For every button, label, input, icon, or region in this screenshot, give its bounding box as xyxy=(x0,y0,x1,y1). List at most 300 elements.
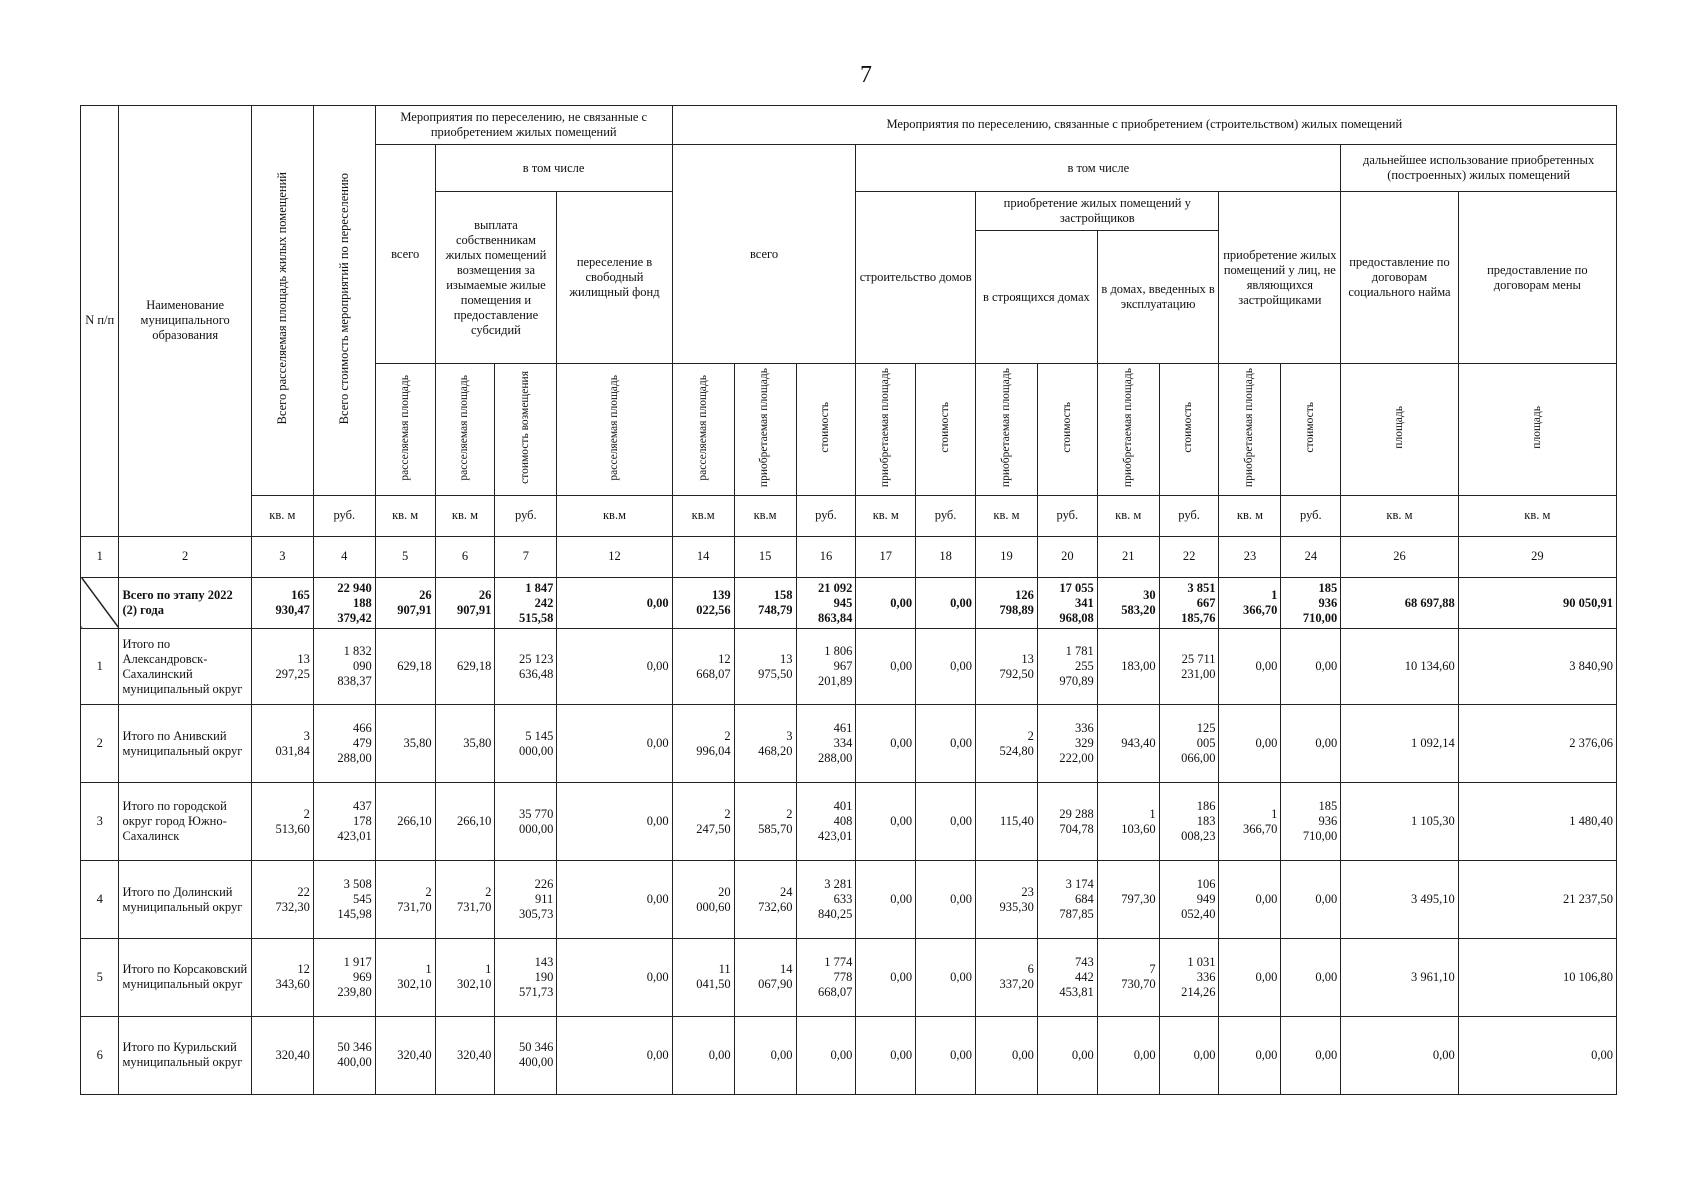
row-number: 3 xyxy=(81,783,119,861)
value-text: 185 936 710,00 xyxy=(1302,799,1338,844)
value-text: 0,00 xyxy=(646,1047,669,1062)
value-text: 3 468,20 xyxy=(758,728,793,758)
value-text: 139 022,56 xyxy=(696,588,731,618)
column-number-cell: 26 xyxy=(1341,536,1458,577)
value-cell xyxy=(313,1016,375,1094)
value-text: 2 513,60 xyxy=(275,806,310,836)
value-text: 3 281 633 840,25 xyxy=(817,877,853,922)
value-text: 1 366,70 xyxy=(1243,806,1278,836)
unit-cell: руб. xyxy=(916,495,976,536)
value-text: 0,00 xyxy=(646,659,669,674)
value-text: 0,00 xyxy=(1255,892,1278,907)
value-text: 3 495,10 xyxy=(1410,892,1455,907)
value-cell xyxy=(796,1016,856,1094)
sub-c15: приобретаемая площадь xyxy=(734,364,796,495)
unit-cell: руб. xyxy=(1037,495,1097,536)
value-cell xyxy=(1159,939,1219,1017)
value-text: 0,00 xyxy=(1315,969,1338,984)
column-number-cell: 7 xyxy=(495,536,557,577)
value-text: 0,00 xyxy=(890,814,913,829)
column-number-cell: 2 xyxy=(119,536,251,577)
header-group-related: Мероприятия по переселению, связанные с приобретением (строительством) жилых помещений xyxy=(672,106,1616,145)
value-cell xyxy=(1159,705,1219,783)
value-cell xyxy=(313,939,375,1017)
value-cell xyxy=(251,577,313,628)
value-cell xyxy=(1159,783,1219,861)
value-text: 336 329 222,00 xyxy=(1059,721,1094,766)
value-text: 2 585,70 xyxy=(758,806,793,836)
value-cell xyxy=(557,1016,672,1094)
value-cell xyxy=(1097,1016,1159,1094)
value-text: 13 792,50 xyxy=(999,651,1034,681)
value-text: 29 288 704,78 xyxy=(1059,806,1094,836)
value-text: 0,00 xyxy=(1315,736,1338,751)
value-cell xyxy=(916,939,976,1017)
page-number: 7 xyxy=(860,62,872,88)
value-cell xyxy=(435,861,495,939)
value-cell xyxy=(734,1016,796,1094)
value-text: 35 770 000,00 xyxy=(518,806,554,836)
value-cell xyxy=(672,939,734,1017)
value-text: 943,40 xyxy=(1121,736,1156,751)
header-total-cost: Всего стоимость мероприятий по переселению xyxy=(313,106,375,496)
column-number-cell: 12 xyxy=(557,536,672,577)
value-text: 3 031,84 xyxy=(275,728,310,758)
value-cell xyxy=(251,705,313,783)
sub-c21: приобретаемая площадь xyxy=(1097,364,1159,495)
value-cell xyxy=(1159,861,1219,939)
column-number-cell: 15 xyxy=(734,536,796,577)
value-cell xyxy=(1281,705,1341,783)
column-number-cell: 1 xyxy=(81,536,119,577)
value-cell xyxy=(796,861,856,939)
column-number-cell: 16 xyxy=(796,536,856,577)
value-text: 1 832 090 838,37 xyxy=(337,644,372,689)
value-cell xyxy=(1219,629,1281,705)
value-cell xyxy=(557,861,672,939)
value-cell xyxy=(435,1016,495,1094)
table-row xyxy=(81,861,1617,939)
row-number: 4 xyxy=(81,861,119,939)
value-text: 11 041,50 xyxy=(696,962,731,992)
header-total-area: Всего расселяемая площадь жилых помещений xyxy=(251,106,313,496)
header-name: Наименование муниципального образования xyxy=(119,106,251,537)
value-text: 3 174 684 787,85 xyxy=(1059,877,1094,922)
sub-c16: стоимость xyxy=(796,364,856,495)
value-cell xyxy=(1097,577,1159,628)
value-text: 35,80 xyxy=(403,736,432,751)
unit-cell: кв. м xyxy=(435,495,495,536)
sub-c23: приобретаемая площадь xyxy=(1219,364,1281,495)
header-v-tom-chisle-1: в том числе xyxy=(435,144,672,191)
header-from-nondevelopers: приобретение жилых помещений у лиц, не являющихся застройщиками xyxy=(1219,192,1341,364)
value-cell xyxy=(975,577,1037,628)
value-cell xyxy=(1037,705,1097,783)
value-text: 0,00 xyxy=(1255,969,1278,984)
value-text: 26 907,91 xyxy=(397,588,432,618)
value-text: 1 781 255 970,89 xyxy=(1059,644,1094,689)
value-cell xyxy=(1281,861,1341,939)
value-cell xyxy=(1341,939,1458,1017)
value-cell xyxy=(1037,1016,1097,1094)
value-text: 461 334 288,00 xyxy=(817,721,853,766)
value-cell xyxy=(313,861,375,939)
value-text: 0,00 xyxy=(1315,659,1338,674)
value-text: 143 190 571,73 xyxy=(518,954,554,999)
municipality-name: Итого по Долинский муниципальный округ xyxy=(119,861,251,939)
value-text: 106 949 052,40 xyxy=(1181,877,1216,922)
sub-c7: стоимость возмещения xyxy=(495,364,557,495)
value-cell xyxy=(916,705,976,783)
unit-cell: руб. xyxy=(1159,495,1219,536)
value-text: 0,00 xyxy=(890,659,913,674)
value-cell xyxy=(1219,705,1281,783)
value-cell xyxy=(856,705,916,783)
value-cell xyxy=(557,783,672,861)
value-text: 0,00 xyxy=(950,892,972,907)
row-number: 5 xyxy=(81,939,119,1017)
header-n: N п/п xyxy=(81,106,119,537)
unit-cell: кв. м xyxy=(1219,495,1281,536)
table-row xyxy=(81,1016,1617,1094)
value-text: 2 996,04 xyxy=(696,728,731,758)
value-text: 1 302,10 xyxy=(397,962,432,992)
value-cell xyxy=(557,629,672,705)
sub-c6: расселяемая площадь xyxy=(435,364,495,495)
value-text: 1 103,60 xyxy=(1121,806,1156,836)
unit-cell: руб. xyxy=(313,495,375,536)
value-text: 320,40 xyxy=(275,1047,310,1062)
sub-c24: стоимость xyxy=(1281,364,1341,495)
unit-cell: кв. м xyxy=(251,495,313,536)
value-text: 12 343,60 xyxy=(275,962,310,992)
value-cell xyxy=(796,629,856,705)
header-further-use: дальнейшее использование приобретенных (построенных) жилых помещений xyxy=(1341,144,1617,191)
value-text: 2 376,06 xyxy=(1569,736,1613,751)
table-row xyxy=(81,705,1617,783)
value-text: 2 247,50 xyxy=(696,806,731,836)
value-text: 22 940 188 379,42 xyxy=(337,580,372,625)
value-cell xyxy=(1458,1016,1616,1094)
value-cell xyxy=(856,577,916,628)
value-text: 25 711 231,00 xyxy=(1181,651,1216,681)
header-from-developers xyxy=(975,192,1219,364)
value-text: 629,18 xyxy=(397,659,432,674)
value-cell xyxy=(796,705,856,783)
municipality-name: Итого по Александровск-Сахалинский муниципальный округ xyxy=(119,629,251,705)
column-number-cell: 29 xyxy=(1458,536,1616,577)
value-cell xyxy=(495,1016,557,1094)
value-cell xyxy=(975,1016,1037,1094)
value-text: 1 917 969 239,80 xyxy=(337,954,372,999)
table-row xyxy=(81,939,1617,1017)
value-cell xyxy=(856,783,916,861)
municipality-name: Итого по Анивский муниципальный округ xyxy=(119,705,251,783)
value-cell xyxy=(557,577,672,628)
value-text: 0,00 xyxy=(1255,659,1278,674)
value-text: 22 732,30 xyxy=(275,884,310,914)
value-cell xyxy=(734,939,796,1017)
value-cell xyxy=(495,629,557,705)
header-vsego-2: всего xyxy=(672,144,856,364)
value-cell xyxy=(796,577,856,628)
value-cell xyxy=(916,1016,976,1094)
table-row xyxy=(81,629,1617,705)
value-text: 165 930,47 xyxy=(275,588,310,618)
value-cell xyxy=(1097,705,1159,783)
sub-c26: площадь xyxy=(1341,364,1458,495)
value-cell xyxy=(916,629,976,705)
unit-cell: руб. xyxy=(1281,495,1341,536)
value-text: 126 798,89 xyxy=(999,588,1034,618)
value-cell xyxy=(672,629,734,705)
value-text: 35,80 xyxy=(463,736,492,751)
value-cell xyxy=(1341,861,1458,939)
header-v-tom-chisle-2: в том числе xyxy=(856,144,1341,191)
value-cell xyxy=(796,783,856,861)
unit-cell: руб. xyxy=(495,495,557,536)
sub-c18: стоимость xyxy=(916,364,976,495)
row-number: 2 xyxy=(81,705,119,783)
header-social-rent: предоставление по договорам социального найма xyxy=(1341,192,1458,364)
value-text: 0,00 xyxy=(950,736,972,751)
value-cell xyxy=(375,577,435,628)
column-numbers-row xyxy=(81,536,1617,577)
value-cell xyxy=(313,629,375,705)
value-text: 3 508 545 145,98 xyxy=(337,877,372,922)
unit-cell: кв.м xyxy=(672,495,734,536)
value-cell xyxy=(1458,705,1616,783)
value-text: 0,00 xyxy=(890,892,913,907)
value-cell xyxy=(435,705,495,783)
value-text: 23 935,30 xyxy=(999,884,1034,914)
table-body xyxy=(81,577,1617,1094)
value-cell xyxy=(1159,577,1219,628)
value-cell xyxy=(672,783,734,861)
table-row xyxy=(81,783,1617,861)
value-cell xyxy=(1281,939,1341,1017)
value-text: 0,00 xyxy=(950,1047,972,1062)
value-cell xyxy=(1281,783,1341,861)
value-cell xyxy=(435,939,495,1017)
value-text: 0,00 xyxy=(1255,1047,1278,1062)
value-cell xyxy=(435,629,495,705)
value-cell xyxy=(251,939,313,1017)
value-text: 30 583,20 xyxy=(1121,588,1156,618)
value-cell xyxy=(975,861,1037,939)
value-text: 0,00 xyxy=(646,814,669,829)
value-cell xyxy=(1341,1016,1458,1094)
value-text: 0,00 xyxy=(950,659,972,674)
value-cell xyxy=(734,783,796,861)
value-text: 21 092 945 863,84 xyxy=(817,580,853,625)
value-cell xyxy=(1097,629,1159,705)
value-text: 14 067,90 xyxy=(758,962,793,992)
value-text: 0,00 xyxy=(950,814,972,829)
value-cell xyxy=(375,629,435,705)
value-text: 12 668,07 xyxy=(696,651,731,681)
value-cell xyxy=(1037,577,1097,628)
value-text: 2 731,70 xyxy=(397,884,432,914)
header-under-construction: в строящихся домах xyxy=(976,230,1097,363)
value-cell xyxy=(251,629,313,705)
value-cell xyxy=(375,1016,435,1094)
sub-c20: стоимость xyxy=(1037,364,1097,495)
value-text: 20 000,60 xyxy=(696,884,731,914)
value-text: 266,10 xyxy=(457,814,492,829)
value-text: 629,18 xyxy=(457,659,492,674)
column-number-cell: 20 xyxy=(1037,536,1097,577)
value-text: 90 050,91 xyxy=(1563,595,1613,610)
value-text: 743 442 453,81 xyxy=(1059,954,1094,999)
unit-cell: кв.м xyxy=(734,495,796,536)
value-text: 2 731,70 xyxy=(457,884,492,914)
header-free-fund: переселение в свободный жилищный фонд xyxy=(557,192,672,364)
value-text: 2 524,80 xyxy=(999,728,1034,758)
value-text: 50 346 400,00 xyxy=(337,1040,372,1070)
value-cell xyxy=(916,577,976,628)
value-text: 158 748,79 xyxy=(758,588,793,618)
value-text: 1 774 778 668,07 xyxy=(817,954,853,999)
column-number-cell: 4 xyxy=(313,536,375,577)
value-cell xyxy=(672,1016,734,1094)
value-cell xyxy=(975,939,1037,1017)
value-cell xyxy=(734,629,796,705)
value-text: 13 297,25 xyxy=(275,651,310,681)
column-number-cell: 17 xyxy=(856,536,916,577)
sub-c19: приобретаемая площадь xyxy=(975,364,1037,495)
value-cell xyxy=(251,783,313,861)
value-cell xyxy=(1341,629,1458,705)
value-cell xyxy=(916,783,976,861)
value-text: 0,00 xyxy=(1133,1047,1156,1062)
value-text: 13 975,50 xyxy=(758,651,793,681)
row-number xyxy=(81,577,119,628)
sub-c17: приобретаемая площадь xyxy=(856,364,916,495)
value-text: 5 145 000,00 xyxy=(518,728,554,758)
value-cell xyxy=(1281,1016,1341,1094)
value-text: 320,40 xyxy=(397,1047,432,1062)
value-text: 1 366,70 xyxy=(1243,588,1278,618)
value-text: 185 936 710,00 xyxy=(1302,580,1338,625)
value-text: 0,00 xyxy=(890,595,913,610)
value-text: 0,00 xyxy=(1193,1047,1216,1062)
value-cell xyxy=(1458,577,1616,628)
unit-cell: кв. м xyxy=(975,495,1037,536)
header-exchange: предоставление по договорам мены xyxy=(1458,192,1616,364)
value-cell xyxy=(557,939,672,1017)
value-cell xyxy=(672,705,734,783)
column-number-cell: 5 xyxy=(375,536,435,577)
value-cell xyxy=(1097,939,1159,1017)
value-cell xyxy=(672,577,734,628)
value-text: 0,00 xyxy=(770,1047,793,1062)
value-text: 26 907,91 xyxy=(457,588,492,618)
value-cell xyxy=(796,939,856,1017)
sub-c12: расселяемая площадь xyxy=(557,364,672,495)
table-row xyxy=(81,577,1617,628)
column-number-cell: 14 xyxy=(672,536,734,577)
unit-cell: кв. м xyxy=(1097,495,1159,536)
value-text: 1 105,30 xyxy=(1410,814,1455,829)
value-cell xyxy=(375,939,435,1017)
column-number-cell: 19 xyxy=(975,536,1037,577)
value-text: 0,00 xyxy=(646,892,669,907)
value-cell xyxy=(1458,629,1616,705)
column-number-cell: 6 xyxy=(435,536,495,577)
value-text: 226 911 305,73 xyxy=(518,877,554,922)
value-cell xyxy=(1159,1016,1219,1094)
value-cell xyxy=(672,861,734,939)
value-cell xyxy=(1219,577,1281,628)
municipality-name: Итого по Курильский муниципальный округ xyxy=(119,1016,251,1094)
value-text: 0,00 xyxy=(1315,1047,1338,1062)
value-cell xyxy=(313,783,375,861)
value-text: 21 237,50 xyxy=(1563,892,1613,907)
value-cell xyxy=(1219,783,1281,861)
value-cell xyxy=(856,861,916,939)
sub-c29: площадь xyxy=(1458,364,1616,495)
value-text: 3 851 667 185,76 xyxy=(1181,580,1216,625)
unit-cell: кв. м xyxy=(856,495,916,536)
value-cell xyxy=(495,577,557,628)
unit-cell: руб. xyxy=(796,495,856,536)
value-text: 3 961,10 xyxy=(1410,969,1455,984)
value-cell xyxy=(495,939,557,1017)
header-commissioned: в домах, введенных в эксплуатацию xyxy=(1101,282,1215,312)
value-cell xyxy=(313,705,375,783)
value-text: 10 134,60 xyxy=(1404,659,1455,674)
sub-c5: расселяемая площадь xyxy=(375,364,435,495)
value-cell xyxy=(916,861,976,939)
unit-cell: кв. м xyxy=(1458,495,1616,536)
value-text: 0,00 xyxy=(646,595,669,610)
header-payment: выплата собственникам жилых помещений возмещения за изымаемые жилые помещения и предоставление субсидий xyxy=(435,192,557,364)
value-text: 0,00 xyxy=(1591,1047,1613,1062)
value-cell xyxy=(251,861,313,939)
value-text: 266,10 xyxy=(397,814,432,829)
value-cell xyxy=(495,783,557,861)
column-number-cell: 21 xyxy=(1097,536,1159,577)
value-text: 1 302,10 xyxy=(457,962,492,992)
value-cell xyxy=(734,705,796,783)
value-cell xyxy=(375,783,435,861)
value-cell xyxy=(975,629,1037,705)
sub-c22: стоимость xyxy=(1159,364,1219,495)
value-text: 1 480,40 xyxy=(1569,814,1613,829)
value-cell xyxy=(1219,939,1281,1017)
column-number-cell: 22 xyxy=(1159,536,1219,577)
row-number: 1 xyxy=(81,629,119,705)
value-cell xyxy=(1341,705,1458,783)
value-text: 0,00 xyxy=(1255,736,1278,751)
value-cell xyxy=(313,577,375,628)
value-text: 466 479 288,00 xyxy=(337,721,372,766)
value-cell xyxy=(1037,861,1097,939)
column-number-cell: 3 xyxy=(251,536,313,577)
value-text: 7 730,70 xyxy=(1121,962,1156,992)
sub-c14: расселяемая площадь xyxy=(672,364,734,495)
value-cell xyxy=(975,783,1037,861)
value-text: 0,00 xyxy=(646,736,669,751)
value-text: 797,30 xyxy=(1121,892,1156,907)
value-cell xyxy=(1281,577,1341,628)
value-cell xyxy=(734,861,796,939)
value-text: 401 408 423,01 xyxy=(817,799,853,844)
value-cell xyxy=(856,939,916,1017)
units-row xyxy=(81,495,1617,536)
value-text: 17 055 341 968,08 xyxy=(1059,580,1094,625)
